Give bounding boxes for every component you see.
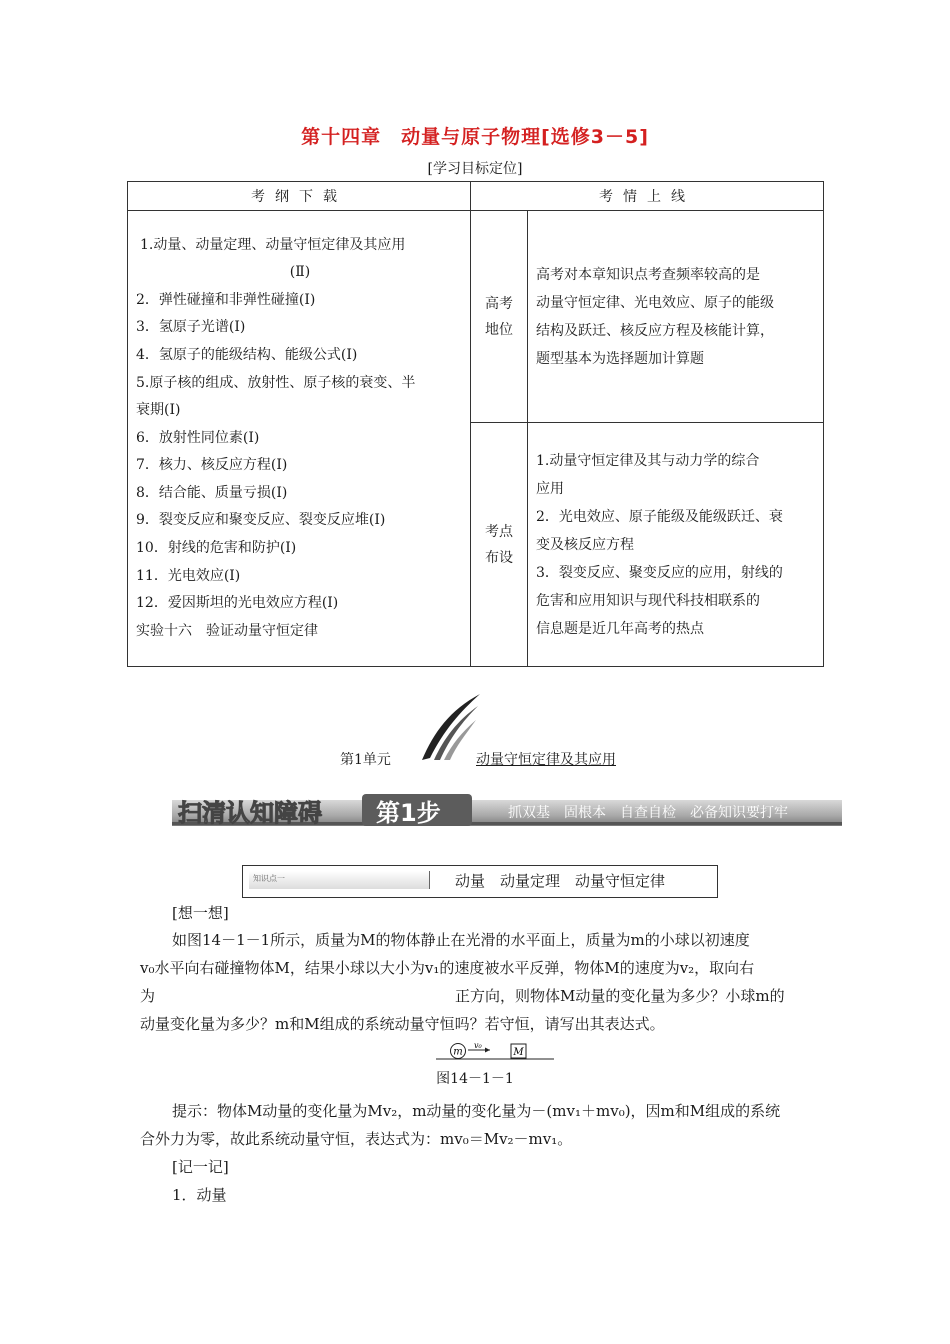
think-label: [想一想] xyxy=(172,904,229,922)
knowledge-title: 动量 动量定理 动量守恒定律 xyxy=(455,872,666,890)
list-item: 8．结合能、质量亏损(Ⅰ) xyxy=(136,484,288,501)
banner-big-text: 扫清认知障碍 xyxy=(178,799,322,827)
objectives-table xyxy=(127,181,824,667)
unit-title: 动量守恒定律及其应用 xyxy=(476,752,616,768)
list-item: 9．裂变反应和聚变反应、裂变反应堆(Ⅰ) xyxy=(136,512,386,529)
momentum-heading: 1．动量 xyxy=(172,1186,227,1204)
answer-line: 合外力为零，故此系统动量守恒，表达式为：mv₀＝Mv₂－mv₁。 xyxy=(140,1130,573,1148)
list-item: (Ⅱ) xyxy=(289,264,311,281)
block-label: M xyxy=(513,1047,524,1058)
velocity-label: v₀ xyxy=(474,1042,482,1050)
unit-label: 第1单元 xyxy=(340,752,391,768)
banner-slogan: 抓双基 固根本 自查自检 必备知识要打牢 xyxy=(508,805,788,821)
list-item: 5.原子核的组成、放射性、原子核的衰变、半 xyxy=(136,374,416,391)
exam-status-text: 高考对本章知识点考查频率较高的是 动量守恒定律、光电效应、原子的能级 结构及跃迁、核反应方程及核能计算， 题型基本为选择题加计算题 xyxy=(528,211,824,423)
swoosh-icon xyxy=(420,692,482,762)
exam-points-text: 1.动量守恒定律及其与动力学的综合 应用 2．光电效应、原子能级及能级跃迁、衰 变及核反应方程 3．裂变反应、聚变反应的应用，射线的 危害和应用知识与现代科技相联系的 信息题是近几年高考的热点 xyxy=(528,423,824,667)
question-line: 动量变化量为多少？m和M组成的系统动量守恒吗？若守恒，请写出其表达式。 xyxy=(140,1015,665,1033)
syllabus-list xyxy=(128,211,471,667)
figure-caption: 图14－1－1 xyxy=(436,1071,514,1087)
figure-diagram xyxy=(436,1042,556,1062)
knowledge-tag: 知识点一 xyxy=(249,871,430,889)
list-item: 7．核力、核反应方程(Ⅰ) xyxy=(136,457,288,474)
chapter-title: 第十四章 动量与原子物理[选修3－5] xyxy=(301,126,649,148)
list-item: 衰期(Ⅰ) xyxy=(136,402,181,419)
table-header-exam: 考情上线 xyxy=(471,182,824,211)
row-label-exam-status: 高考 地位 xyxy=(471,211,528,423)
list-item: 11．光电效应(Ⅰ) xyxy=(136,567,241,584)
question-line: v₀水平向右碰撞物体M，结果小球以大小为v₁的速度被水平反弹，物体M的速度为v₂，取向右 xyxy=(140,959,755,977)
table-header-syllabus: 考纲下载 xyxy=(128,182,471,211)
section-subtitle: [学习目标定位] xyxy=(427,161,523,177)
knowledge-box xyxy=(242,865,718,898)
section-banner xyxy=(172,792,842,828)
list-item: 1.动量、动量定理、动量守恒定律及其应用 xyxy=(140,236,406,253)
ball-label: m xyxy=(453,1046,463,1058)
answer-line: 提示：物体M动量的变化量为Mv₂，m动量的变化量为－(mv₁＋mv₀)，因m和M组成的系统 xyxy=(172,1102,781,1120)
list-item: 4．氢原子的能级结构、能级公式(Ⅰ) xyxy=(136,346,358,363)
question-line: 为 xyxy=(140,987,156,1005)
question-line: 正方向，则物体M动量的变化量为多少？小球m的 xyxy=(455,987,785,1005)
list-item: 6．放射性同位素(Ⅰ) xyxy=(136,429,260,446)
list-item: 10．射线的危害和防护(Ⅰ) xyxy=(136,540,297,557)
list-item: 3．氢原子光谱(Ⅰ) xyxy=(136,319,246,336)
note-label: [记一记] xyxy=(172,1158,229,1176)
list-item: 2．弹性碰撞和非弹性碰撞(Ⅰ) xyxy=(136,291,316,308)
list-item: 12．爱因斯坦的光电效应方程(Ⅰ) xyxy=(136,595,339,612)
list-item: 实验十六 验证动量守恒定律 xyxy=(136,622,318,639)
banner-step: 第1步 xyxy=(376,799,441,827)
question-line: 如图14－1－1所示，质量为M的物体静止在光滑的水平面上，质量为m的小球以初速度 xyxy=(172,931,750,949)
row-label-exam-points: 考点 布设 xyxy=(471,423,528,667)
